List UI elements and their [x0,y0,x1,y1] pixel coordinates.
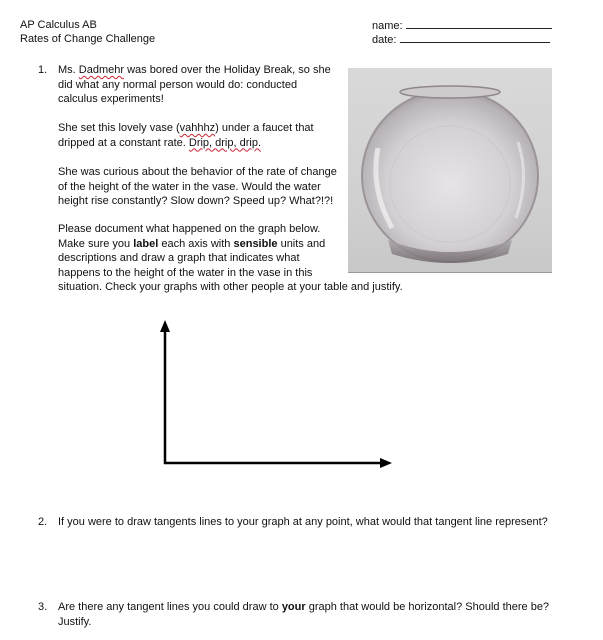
q1-p4-a: Please document what happened on the graph below. Make sure you [58,223,321,250]
date-label: date: [372,34,397,46]
graph-axes[interactable] [150,318,410,470]
q3-text [58,600,578,615]
course-title: AP Calculus AB [20,19,97,31]
drip-text: Drip, drip, drip. [188,136,262,149]
q1-p1-post: was bored over the Holiday Break, so she did what any normal person would do: conducted calculus experiments! [58,64,331,105]
q1-p4-d: units and descriptions and draw a graph that indicates what happens to the height of the water in the vase in this [58,237,326,279]
q1-p4-label-bold: label [133,237,159,250]
q3-your-bold: your [281,601,306,613]
q1-p4-sensible-bold: sensible [233,237,278,250]
q3-justify: Justify. [58,616,92,628]
q3-text-pre: Are there any tangent lines you could draw to [58,601,282,613]
q1-number: 1. [38,64,48,76]
q3-text-post: graph that would be horizontal? Should there be? [305,601,550,613]
x-axis-arrowhead [380,458,392,468]
q2-number: 2. [38,516,48,528]
q1-paragraph-4 [58,222,328,280]
worksheet-subtitle: Rates of Change Challenge [20,33,156,45]
q1-p2-mid: ) under a faucet that dripped at a constant rate. [58,122,314,149]
q1-p4-c: each axis with [158,237,234,250]
q3-number: 3. [38,601,48,613]
vase-photo [348,68,552,273]
glass-vase-image [348,68,552,272]
q2-text: If you were to draw tangents lines to your graph at any point, what would that tangent line represent? [58,516,548,528]
q1-paragraph-2 [58,121,326,150]
y-axis-arrowhead [160,320,170,332]
q1-paragraph-1 [58,63,338,107]
q1-p1-pre: Ms. [58,64,79,76]
name-blank-line[interactable] [406,18,552,29]
q1-paragraph-3: She was curious about the behavior of the rate of change of the height of the water in the vase. Would the water height rise constantly? Slow down? Speed up? What?!?! [58,166,337,207]
q1-p2-pre: She set this lovely vase ( [58,122,180,134]
vase-pronunciation: vahhhz [179,122,216,134]
q1-paragraph-4-last-line: situation. Check your graphs with other people at your table and justify. [58,281,403,293]
teacher-name: Dadmehr [78,64,125,76]
date-blank-line[interactable] [400,32,550,43]
date-field-row[interactable] [372,32,550,48]
name-label: name: [372,20,403,32]
